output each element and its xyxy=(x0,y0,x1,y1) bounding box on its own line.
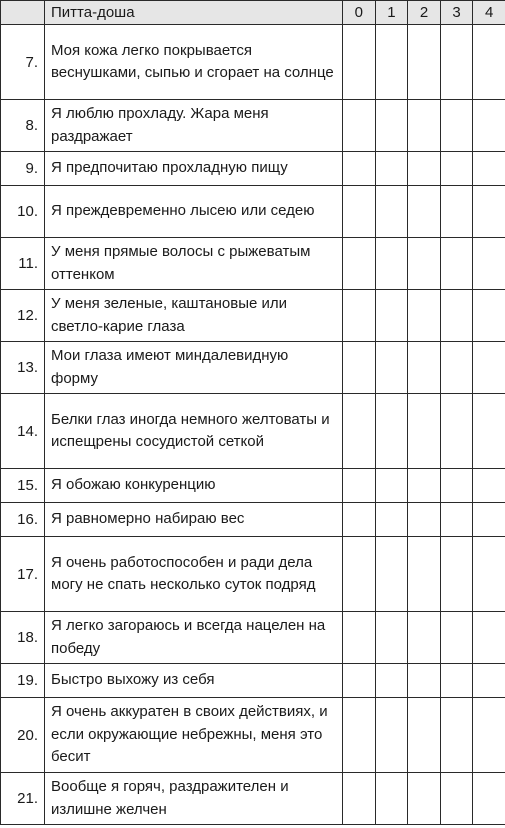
score-cell-1[interactable] xyxy=(375,342,408,394)
row-number: 8. xyxy=(1,100,45,152)
score-cell-1[interactable] xyxy=(375,537,408,612)
table-row xyxy=(1,152,505,186)
score-cell-0[interactable] xyxy=(343,469,376,503)
score-cell-3[interactable] xyxy=(440,238,473,290)
score-cell-1[interactable] xyxy=(375,100,408,152)
row-number: 9. xyxy=(1,152,45,186)
table-row xyxy=(1,186,505,238)
score-cell-3[interactable] xyxy=(440,612,473,664)
row-number: 16. xyxy=(1,503,45,537)
row-statement: Мои глаза имеют миндалевидную форму xyxy=(45,342,343,394)
score-cell-2[interactable] xyxy=(408,537,441,612)
score-cell-3[interactable] xyxy=(440,342,473,394)
score-cell-3[interactable] xyxy=(440,503,473,537)
row-number: 18. xyxy=(1,612,45,664)
score-cell-3[interactable] xyxy=(440,394,473,469)
table-row xyxy=(1,469,505,503)
header-title: Питта-доша xyxy=(45,1,343,25)
score-cell-4[interactable] xyxy=(473,152,505,186)
score-cell-4[interactable] xyxy=(473,773,505,825)
row-statement: Я преждевременно лысею или седею xyxy=(45,186,343,238)
header-score-1: 1 xyxy=(375,1,408,25)
table-row xyxy=(1,25,505,100)
score-cell-4[interactable] xyxy=(473,469,505,503)
score-cell-1[interactable] xyxy=(375,612,408,664)
score-cell-3[interactable] xyxy=(440,152,473,186)
score-cell-2[interactable] xyxy=(408,25,441,100)
row-statement: Я обожаю конкуренцию xyxy=(45,469,343,503)
score-cell-4[interactable] xyxy=(473,698,505,773)
score-cell-0[interactable] xyxy=(343,698,376,773)
score-cell-0[interactable] xyxy=(343,503,376,537)
score-cell-0[interactable] xyxy=(343,25,376,100)
row-number: 10. xyxy=(1,186,45,238)
table-row xyxy=(1,537,505,612)
score-cell-4[interactable] xyxy=(473,612,505,664)
score-cell-0[interactable] xyxy=(343,290,376,342)
score-cell-0[interactable] xyxy=(343,537,376,612)
score-cell-1[interactable] xyxy=(375,25,408,100)
table-row xyxy=(1,503,505,537)
score-cell-1[interactable] xyxy=(375,773,408,825)
header-score-3: 3 xyxy=(440,1,473,25)
score-cell-0[interactable] xyxy=(343,152,376,186)
score-cell-2[interactable] xyxy=(408,186,441,238)
row-number: 20. xyxy=(1,698,45,773)
score-cell-2[interactable] xyxy=(408,342,441,394)
table-row xyxy=(1,773,505,825)
score-cell-4[interactable] xyxy=(473,238,505,290)
score-cell-3[interactable] xyxy=(440,186,473,238)
score-cell-1[interactable] xyxy=(375,152,408,186)
row-number: 7. xyxy=(1,25,45,100)
score-cell-2[interactable] xyxy=(408,698,441,773)
score-cell-1[interactable] xyxy=(375,186,408,238)
score-cell-3[interactable] xyxy=(440,290,473,342)
table-row xyxy=(1,238,505,290)
row-statement: Я очень работоспособен и ради дела могу не спать несколько суток подряд xyxy=(45,537,343,612)
score-cell-0[interactable] xyxy=(343,100,376,152)
row-number: 11. xyxy=(1,238,45,290)
score-cell-4[interactable] xyxy=(473,503,505,537)
score-cell-2[interactable] xyxy=(408,394,441,469)
row-statement: Я равномерно набираю вес xyxy=(45,503,343,537)
score-cell-2[interactable] xyxy=(408,503,441,537)
score-cell-4[interactable] xyxy=(473,537,505,612)
row-number: 17. xyxy=(1,537,45,612)
row-number: 13. xyxy=(1,342,45,394)
score-cell-3[interactable] xyxy=(440,469,473,503)
score-cell-4[interactable] xyxy=(473,290,505,342)
questionnaire-body xyxy=(1,25,505,825)
table-row xyxy=(1,290,505,342)
score-cell-3[interactable] xyxy=(440,773,473,825)
header-number-cell xyxy=(1,1,45,25)
score-cell-2[interactable] xyxy=(408,773,441,825)
score-cell-4[interactable] xyxy=(473,186,505,238)
row-statement: Я предпочитаю прохладную пищу xyxy=(45,152,343,186)
score-cell-2[interactable] xyxy=(408,612,441,664)
score-cell-2[interactable] xyxy=(408,100,441,152)
score-cell-2[interactable] xyxy=(408,469,441,503)
score-cell-2[interactable] xyxy=(408,238,441,290)
table-row xyxy=(1,664,505,698)
score-cell-0[interactable] xyxy=(343,664,376,698)
header-score-4: 4 xyxy=(473,1,505,25)
score-cell-3[interactable] xyxy=(440,537,473,612)
header-row xyxy=(1,1,505,25)
score-cell-0[interactable] xyxy=(343,186,376,238)
score-cell-0[interactable] xyxy=(343,612,376,664)
row-number: 14. xyxy=(1,394,45,469)
score-cell-0[interactable] xyxy=(343,773,376,825)
row-statement: Я очень аккуратен в своих действиях, и если окружающие небрежны, меня это бесит xyxy=(45,698,343,773)
row-statement: Белки глаз иногда немного желтоваты и испещрены сосудистой сеткой xyxy=(45,394,343,469)
row-statement: Вообще я горяч, раздражителен и излишне желчен xyxy=(45,773,343,825)
score-cell-1[interactable] xyxy=(375,664,408,698)
score-cell-3[interactable] xyxy=(440,100,473,152)
row-statement: Я легко загораюсь и всегда нацелен на победу xyxy=(45,612,343,664)
score-cell-4[interactable] xyxy=(473,342,505,394)
score-cell-1[interactable] xyxy=(375,238,408,290)
score-cell-0[interactable] xyxy=(343,238,376,290)
score-cell-3[interactable] xyxy=(440,664,473,698)
score-cell-1[interactable] xyxy=(375,394,408,469)
row-statement: Быстро выхожу из себя xyxy=(45,664,343,698)
row-number: 19. xyxy=(1,664,45,698)
table-row xyxy=(1,100,505,152)
score-cell-3[interactable] xyxy=(440,698,473,773)
header-score-2: 2 xyxy=(408,1,441,25)
score-cell-0[interactable] xyxy=(343,394,376,469)
score-cell-2[interactable] xyxy=(408,290,441,342)
score-cell-2[interactable] xyxy=(408,664,441,698)
row-statement: У меня прямые волосы с рыжеватым оттенком xyxy=(45,238,343,290)
table-row xyxy=(1,698,505,773)
score-cell-4[interactable] xyxy=(473,394,505,469)
row-number: 21. xyxy=(1,773,45,825)
score-cell-1[interactable] xyxy=(375,698,408,773)
row-statement: Я люблю прохладу. Жара меня раздражает xyxy=(45,100,343,152)
score-cell-4[interactable] xyxy=(473,664,505,698)
row-statement: Моя кожа легко покрывается веснушками, сыпью и сгорает на солнце xyxy=(45,25,343,100)
table-row xyxy=(1,342,505,394)
header-score-0: 0 xyxy=(343,1,376,25)
score-cell-1[interactable] xyxy=(375,290,408,342)
table-row xyxy=(1,394,505,469)
score-cell-1[interactable] xyxy=(375,503,408,537)
row-number: 12. xyxy=(1,290,45,342)
row-statement: У меня зеленые, каштановые или светло-карие глаза xyxy=(45,290,343,342)
score-cell-2[interactable] xyxy=(408,152,441,186)
table-row xyxy=(1,612,505,664)
score-cell-1[interactable] xyxy=(375,469,408,503)
score-cell-4[interactable] xyxy=(473,100,505,152)
score-cell-3[interactable] xyxy=(440,25,473,100)
score-cell-0[interactable] xyxy=(343,342,376,394)
score-cell-4[interactable] xyxy=(473,25,505,100)
row-number: 15. xyxy=(1,469,45,503)
